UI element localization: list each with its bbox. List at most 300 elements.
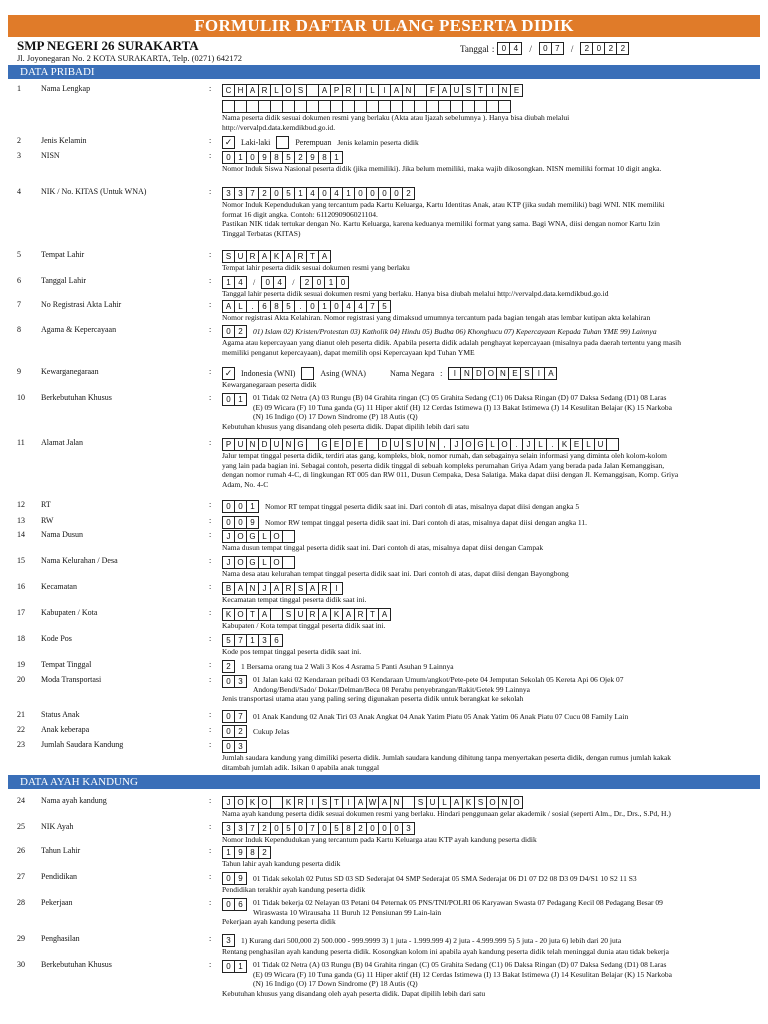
field-options: (E) 09 Wicara (F) 10 Tuna ganda (G) 11 Hiper aktif (H) 12 Cerdas Istimewa (I) 13 Bakat Istimewa (J) 14 Kesulitan Belajar (K) 15 Narkoba <box>253 969 672 979</box>
char-cell: 4 <box>330 188 342 199</box>
char-cell: F <box>426 85 438 96</box>
field-number: 11 <box>17 438 25 447</box>
char-cell: R <box>294 797 306 808</box>
char-cell: 2 <box>258 847 270 858</box>
char-cell: 5 <box>282 823 294 834</box>
date-month-field[interactable] <box>539 42 564 55</box>
char-cell <box>342 101 354 112</box>
char-cell: 2 <box>402 188 414 199</box>
birth-month-input[interactable] <box>261 276 286 289</box>
field-input-14[interactable] <box>222 530 295 543</box>
char-cell <box>402 101 414 112</box>
field-input-27[interactable] <box>222 872 247 885</box>
char-cell: N <box>426 439 438 450</box>
field-number: 20 <box>17 675 25 684</box>
char-cell: I <box>330 583 342 594</box>
char-cell: L <box>582 439 594 450</box>
char-cell: 4 <box>234 277 246 288</box>
char-cell: 4 <box>509 43 521 54</box>
char-cell: S <box>294 583 306 594</box>
field-description: Nama peserta didik sesuai dokumen resmi yang berlaku (Akta atau Ijazah sebelumnya ). Hanya bisa diubah melalui <box>222 113 570 122</box>
char-cell: R <box>258 85 270 96</box>
checkbox-perempuan[interactable] <box>276 136 289 149</box>
char-cell: 0 <box>226 395 231 404</box>
field-description: Rentang penghasilan ayah kandung peserta didik. Kosongkan kolom ini apabila ayah kandung peserta didik telah meninggal dunia atau tidak bekerja <box>222 947 669 956</box>
char-cell: . <box>246 301 258 312</box>
field-content <box>222 556 754 579</box>
field-number: 2 <box>17 136 21 145</box>
char-cell: 0 <box>354 188 366 199</box>
char-cell: 0 <box>378 823 390 834</box>
field-description: Pastikan NIK tidak tertukar dengan No. Kartu Keluarga, karena keduanya memiliki format yang sama. Bagi WNA, diisi dengan nomor Kartu Izin <box>222 219 660 228</box>
field-content <box>222 898 754 927</box>
char-cell <box>223 101 234 112</box>
field-number: 17 <box>17 608 25 617</box>
char-cell: O <box>234 531 246 542</box>
char-cell: A <box>318 609 330 620</box>
field-number: 29 <box>17 934 25 943</box>
school-address: Jl. Joyonegaran No. 2 KOTA SURAKARTA, Telp. (0271) 642172 <box>17 53 242 63</box>
char-cell: J <box>522 439 534 450</box>
char-cell: 3 <box>234 823 246 834</box>
section-data-ayah: DATA AYAH KANDUNG <box>8 775 760 789</box>
field-content <box>222 725 754 738</box>
char-cell: G <box>246 557 258 568</box>
char-cell: A <box>246 85 258 96</box>
field-description: Jalur tempat tinggal peserta didik, terdiri atas gang, kompleks, blok, nomor rumah, dan sebagainya selain informasi yang diminta oleh kolom-kolom <box>222 451 667 460</box>
field-input-3[interactable] <box>222 151 343 164</box>
field-label: Berkebutuhan Khusus <box>41 393 112 402</box>
char-cell: 0 <box>226 327 231 336</box>
char-cell: U <box>270 439 282 450</box>
char-cell: 7 <box>306 823 318 834</box>
char-cell: 0 <box>226 900 231 909</box>
field-description: Kebutuhan khusus yang disandang oleh ayah peserta didik. Dapat dipilih lebih dari satu <box>222 988 486 998</box>
char-cell: O <box>486 797 498 808</box>
field-input-29[interactable] <box>222 934 235 947</box>
form-title: FORMULIR DAFTAR ULANG PESERTA DIDIK <box>8 15 760 37</box>
field-label: Pekerjaan <box>41 898 73 907</box>
char-cell: A <box>225 302 232 311</box>
char-cell: 9 <box>234 873 246 884</box>
field-label: Nama Lengkap <box>41 84 91 93</box>
field-input-28[interactable] <box>222 898 247 911</box>
char-cell: N <box>246 583 258 594</box>
field-number: 15 <box>17 556 25 565</box>
char-cell: T <box>306 251 318 262</box>
char-cell: 2 <box>604 43 616 54</box>
char-cell: J <box>258 583 270 594</box>
field-input-19[interactable] <box>222 660 235 673</box>
char-cell: 0 <box>226 742 231 751</box>
field-description: Tahun lahir ayah kandung peserta didik <box>222 859 341 868</box>
field-number: 1 <box>17 84 21 93</box>
char-cell: 0 <box>226 677 231 686</box>
field-label: Tanggal Lahir <box>41 276 86 285</box>
birth-year-input[interactable] <box>300 276 349 289</box>
char-cell: K <box>282 797 294 808</box>
char-cell: 3 <box>258 635 270 646</box>
field-input-10[interactable] <box>222 393 247 406</box>
char-cell: E <box>508 368 520 379</box>
char-cell: 4 <box>273 277 285 288</box>
char-cell: L <box>258 531 270 542</box>
field-content <box>222 660 754 673</box>
char-cell: 5 <box>378 301 390 312</box>
field-input-20[interactable] <box>222 675 247 688</box>
char-cell: U <box>294 609 306 620</box>
char-cell: J <box>226 532 231 541</box>
char-cell: 0 <box>318 188 330 199</box>
field-options: 1) Kurang dari 500,000 2) 500.000 - 999.9999 3) 1 juta - 1.999.999 4) 2 juta - 4.999.999 5) 5 juta - 20 juta 6) lebih dari 20 juta <box>241 935 622 945</box>
char-cell <box>270 797 282 808</box>
char-cell: N <box>498 797 510 808</box>
char-cell <box>606 439 618 450</box>
field-number: 26 <box>17 846 25 855</box>
char-cell: 2 <box>258 188 270 199</box>
field-label: RT <box>41 500 51 509</box>
field-description: Agama atau kepercayaan yang dianut oleh peserta didik. Apabila peserta didik adalah penghayat kepercayaan (misalnya pada daerah tertentu yang masih <box>222 338 681 347</box>
char-cell: S <box>474 797 486 808</box>
char-cell <box>402 797 414 808</box>
char-cell: 2 <box>258 823 270 834</box>
char-cell: A <box>270 583 282 594</box>
char-cell: U <box>426 797 438 808</box>
char-cell: 5 <box>282 188 294 199</box>
char-cell: I <box>532 368 544 379</box>
char-cell: 8 <box>246 847 258 858</box>
char-cell: 0 <box>366 823 378 834</box>
option-label: Perempuan <box>295 137 332 147</box>
field-description: Jenis transportasi utama atau yang paling sering digunakan peserta didik untuk berangkat ke sekolah <box>222 694 524 703</box>
char-cell: T <box>330 797 342 808</box>
char-cell: 5 <box>226 636 231 645</box>
char-cell <box>330 101 342 112</box>
char-cell: U <box>594 439 606 450</box>
field-content <box>222 136 754 149</box>
char-cell: 5 <box>282 301 294 312</box>
char-cell: A <box>258 251 270 262</box>
char-cell: A <box>450 797 462 808</box>
field-label: No Registrasi Akta Lahir <box>41 300 122 309</box>
field-content <box>222 393 754 431</box>
char-cell: G <box>294 439 306 450</box>
char-cell: N <box>460 368 472 379</box>
field-input-21[interactable] <box>222 710 247 723</box>
field-label: Kabupaten / Kota <box>41 608 98 617</box>
field-input-13[interactable] <box>222 516 259 529</box>
char-cell: 8 <box>342 823 354 834</box>
char-cell: C <box>225 86 232 95</box>
field-number: 12 <box>17 500 25 509</box>
field-number: 6 <box>17 276 21 285</box>
char-cell: K <box>462 797 474 808</box>
checkbox-wni[interactable]: ✓ <box>222 367 235 380</box>
char-cell: R <box>246 251 258 262</box>
field-content: ✓ Indonesia (WNI) Asing (WNA) Nama Negara : I N D O N E S I A Kewarganegaraan peserta didik <box>222 367 754 390</box>
field-description: Nomor Induk Kependudukan yang tercantum pada Kartu Keluarga atau KTP ayah kandung peserta didik <box>222 835 537 844</box>
field-options: Andong/Bendi/Sado/ Dokar/Delman/Beca 08 Perahu penyebrangan/Rakit/Getek 99 Lainnya <box>253 684 531 694</box>
char-cell: , <box>438 439 450 450</box>
char-cell <box>270 609 282 620</box>
char-cell: 0 <box>270 823 282 834</box>
char-cell: 6 <box>270 635 282 646</box>
field-description: http://vervalpd.data.kemdikbud.go.id. <box>222 122 336 132</box>
char-cell: G <box>246 531 258 542</box>
char-cell: S <box>462 85 474 96</box>
field-description: Tempat lahir peserta didik sesuai dokumen resmi yang berlaku <box>222 263 410 272</box>
field-number: 3 <box>17 151 21 160</box>
field-label: Nama ayah kandung <box>41 796 107 805</box>
field-label: Agama & Kepercayaan <box>41 325 117 334</box>
char-cell <box>234 101 246 112</box>
char-cell <box>450 101 462 112</box>
char-cell: 3 <box>402 823 414 834</box>
char-cell: T <box>366 609 378 620</box>
char-cell: 2 <box>234 326 246 337</box>
char-cell: 0 <box>318 823 330 834</box>
char-cell: 6 <box>234 899 246 910</box>
char-cell: A <box>318 251 330 262</box>
char-cell <box>258 101 270 112</box>
char-cell: 0 <box>226 962 231 971</box>
checkbox-laki[interactable]: ✓ <box>222 136 235 149</box>
field-label: Alamat Jalan <box>41 438 83 447</box>
field-input-30[interactable] <box>222 960 247 973</box>
field-label: Kecamatan <box>41 582 77 591</box>
char-cell: 7 <box>551 43 563 54</box>
char-cell: N <box>246 439 258 450</box>
field-label: Anak keberapa <box>41 725 90 734</box>
char-cell: 2 <box>234 726 246 737</box>
country-label: Nama Negara <box>389 368 435 378</box>
field-options: (E) 09 Wicara (F) 10 Tuna ganda (G) 11 Hiper aktif (H) 12 Cerdas Istimewa (I) 13 Bakat Istimewa (J) 14 Kesulitan Belajar (K) 15 Narkoba <box>253 402 672 412</box>
char-cell: 0 <box>306 301 318 312</box>
char-cell: 0 <box>501 44 507 53</box>
char-cell: K <box>246 797 258 808</box>
field-input-8[interactable] <box>222 325 247 338</box>
field-description: Nama desa atau kelurahan tempat tinggal peserta didik saat ini. Dari contoh di atas, dapat diisi dengan Bayongbong <box>222 569 569 578</box>
field-number: 7 <box>17 300 21 309</box>
char-cell: 1 <box>246 635 258 646</box>
field-input-5[interactable] <box>222 250 331 263</box>
field-content <box>222 960 754 998</box>
char-cell: G <box>318 439 330 450</box>
char-cell: E <box>354 439 366 450</box>
field-input-22[interactable] <box>222 725 247 738</box>
field-options: 01) Islam 02) Kristen/Protestan 03) Katholik 04) Hindu 05) Budha 06) Khonghucu 07) Kepercayaan Kepada Tuhan YME 99) Lainnya <box>253 326 657 336</box>
field-input-15[interactable] <box>222 556 295 569</box>
char-cell: 1 <box>294 188 306 199</box>
char-cell: D <box>258 439 270 450</box>
char-cell: 9 <box>306 152 318 163</box>
field-content <box>222 500 754 513</box>
char-cell: 1 <box>318 301 330 312</box>
char-cell: 9 <box>258 152 270 163</box>
field-number: 18 <box>17 634 25 643</box>
country-input[interactable] <box>448 367 557 380</box>
field-input-4[interactable] <box>222 187 415 200</box>
field-description: Kecamatan tempat tinggal peserta didik saat ini. <box>222 595 367 604</box>
char-cell: A <box>378 609 390 620</box>
char-cell: O <box>234 797 246 808</box>
field-content <box>222 250 754 273</box>
char-cell: U <box>234 439 246 450</box>
char-cell: P <box>330 85 342 96</box>
date-day-field[interactable] <box>497 42 522 55</box>
char-cell: 0 <box>294 823 306 834</box>
char-cell: A <box>354 797 366 808</box>
char-cell: A <box>234 583 246 594</box>
field-number: 8 <box>17 325 21 334</box>
char-cell: L <box>438 797 450 808</box>
char-cell: 7 <box>234 635 246 646</box>
char-cell: O <box>234 609 246 620</box>
char-cell: 2 <box>226 662 231 671</box>
field-number: 30 <box>17 960 25 969</box>
char-cell: R <box>306 609 318 620</box>
field-content <box>222 934 754 957</box>
char-cell: 0 <box>265 278 270 287</box>
char-cell: A <box>282 251 294 262</box>
char-cell: O <box>270 531 282 542</box>
field-label: Status Anak <box>41 710 80 719</box>
char-cell: 1 <box>246 501 258 512</box>
field-description: memiliki penganut kepercayaan), dapat memilih opsi Kepercayaan kpd Tuhan YME <box>222 347 475 357</box>
char-cell: O <box>484 368 496 379</box>
char-cell: 2 <box>304 278 310 287</box>
field-number: 25 <box>17 822 25 831</box>
field-input-7[interactable] <box>222 300 391 313</box>
char-cell: I <box>354 85 366 96</box>
field-label: Kode Pos <box>41 634 72 643</box>
char-cell: . <box>546 439 558 450</box>
char-cell: 0 <box>226 518 231 527</box>
field-label: Nama Dusun <box>41 530 83 539</box>
field-number: 5 <box>17 250 21 259</box>
char-cell <box>366 101 378 112</box>
char-cell: N <box>402 85 414 96</box>
field-input-24[interactable] <box>222 796 523 809</box>
char-cell <box>474 101 486 112</box>
checkbox-wna[interactable] <box>301 367 314 380</box>
field-content <box>222 608 754 631</box>
char-cell: 1 <box>226 848 231 857</box>
char-cell: S <box>318 797 330 808</box>
char-cell: K <box>225 610 232 619</box>
char-cell: R <box>318 583 330 594</box>
field-description: Nomor Induk Siswa Nasional peserta didik (jika memiliki). Jika belum memiliki, maka wajib dikosongkan. NISN memiliki format 10 digit angka. <box>222 164 662 173</box>
field-options: (N) 16 Indigo (O) 17 Down Sindrome (P) 18 Autis (Q) <box>253 412 418 421</box>
field-input-11[interactable] <box>222 438 619 451</box>
char-cell: R <box>294 251 306 262</box>
field-label: Tahun Lahir <box>41 846 81 855</box>
field-label: Jumlah Saudara Kandung <box>41 740 124 749</box>
char-cell: 0 <box>378 188 390 199</box>
char-cell <box>486 101 498 112</box>
char-cell: T <box>474 85 486 96</box>
char-cell: K <box>558 439 570 450</box>
field-input-1b[interactable] <box>222 100 511 113</box>
char-cell: K <box>270 251 282 262</box>
char-cell: 0 <box>226 727 231 736</box>
char-cell <box>438 101 450 112</box>
char-cell: 3 <box>226 824 231 833</box>
char-cell: 7 <box>234 711 246 722</box>
char-cell: L <box>234 301 246 312</box>
field-content <box>222 872 754 895</box>
char-cell: 0 <box>226 153 231 162</box>
field-input-16[interactable] <box>222 582 343 595</box>
field-number: 19 <box>17 660 25 669</box>
char-cell: I <box>342 797 354 808</box>
field-options: 01 Anak Kandung 02 Anak Tiri 03 Anak Angkat 04 Anak Yatim Piatu 05 Anak Yatim 06 Anak Piatu 07 Cucu 08 Family Lain <box>253 711 629 721</box>
field-input-26[interactable] <box>222 846 271 859</box>
field-options: 1 Bersama orang tua 2 Wali 3 Kos 4 Asrama 5 Panti Asuhan 9 Lainnya <box>241 661 454 671</box>
char-cell: 8 <box>270 301 282 312</box>
char-cell <box>306 101 318 112</box>
field-label: NISN <box>41 151 60 160</box>
char-cell: B <box>225 584 232 593</box>
field-description: Nomor registrasi Akta Kelahiran. Nomor registrasi yang dimaksud umumnya tercantum pada bagian tengah atas lembar kutipan akta kelahiran <box>222 313 651 322</box>
field-description: Nomor RT tempat tinggal peserta didik saat ini. Dari contoh di atas, misalnya dapat diisi dengan angka 5 <box>265 501 580 511</box>
char-cell: 7 <box>246 188 258 199</box>
char-cell <box>306 85 318 96</box>
field-content: 1 4 / 0 4 / 2 0 1 0 Tanggal lahir peserta didik sesuai dokumen resmi yang berlaku. Hanya bisa diubah melalui http://vervalpd.data.kemdikbud.go.id <box>222 276 754 299</box>
field-input-25[interactable] <box>222 822 415 835</box>
field-label: NIK Ayah <box>41 822 74 831</box>
char-cell: A <box>306 583 318 594</box>
char-cell: U <box>390 439 402 450</box>
char-cell: . <box>294 301 306 312</box>
field-number: 16 <box>17 582 25 591</box>
field-description: Nomor Induk Kependudukan yang tercantum pada Kartu Keluarga, Kartu Identitas Anak, atau KTP (jika sudah memiliki) bagi WNI. NIK memiliki <box>222 200 665 209</box>
field-input-1[interactable] <box>222 84 523 97</box>
char-cell <box>306 439 318 450</box>
char-cell: A <box>318 85 330 96</box>
char-cell: A <box>378 797 390 808</box>
field-content <box>222 675 754 704</box>
field-number: 14 <box>17 530 25 539</box>
char-cell <box>282 531 294 542</box>
char-cell: 0 <box>226 874 231 883</box>
field-label: Pendidikan <box>41 872 77 881</box>
date-group: Tanggal : 0 4 / 0 7 / 2 0 2 2 <box>460 42 629 55</box>
option-label: Asing (WNA) <box>320 368 366 378</box>
char-cell: L <box>270 85 282 96</box>
char-cell: R <box>282 583 294 594</box>
char-cell: L <box>486 439 498 450</box>
field-input-23[interactable] <box>222 740 247 753</box>
char-cell: 0 <box>390 188 402 199</box>
char-cell: 4 <box>342 301 354 312</box>
field-input-17[interactable] <box>222 608 391 621</box>
field-options: 01 Tidak sekolah 02 Putus SD 03 SD Sederajat 04 SMP Sederajat 05 SMA Sederajat 06 D1 07 D2 08 D3 09 D4/S1 10 S2 11 S3 <box>253 873 637 883</box>
date-year-field[interactable] <box>580 42 629 55</box>
char-cell <box>462 101 474 112</box>
char-cell: W <box>366 797 378 808</box>
char-cell: 3 <box>234 741 246 752</box>
char-cell <box>282 101 294 112</box>
char-cell: A <box>342 609 354 620</box>
field-input-18[interactable] <box>222 634 283 647</box>
birth-day-input[interactable] <box>222 276 247 289</box>
field-label: Moda Transportasi <box>41 675 102 684</box>
field-label: Kewarganegaraan <box>41 367 99 376</box>
field-number: 23 <box>17 740 25 749</box>
char-cell <box>270 101 282 112</box>
field-input-12[interactable] <box>222 500 259 513</box>
